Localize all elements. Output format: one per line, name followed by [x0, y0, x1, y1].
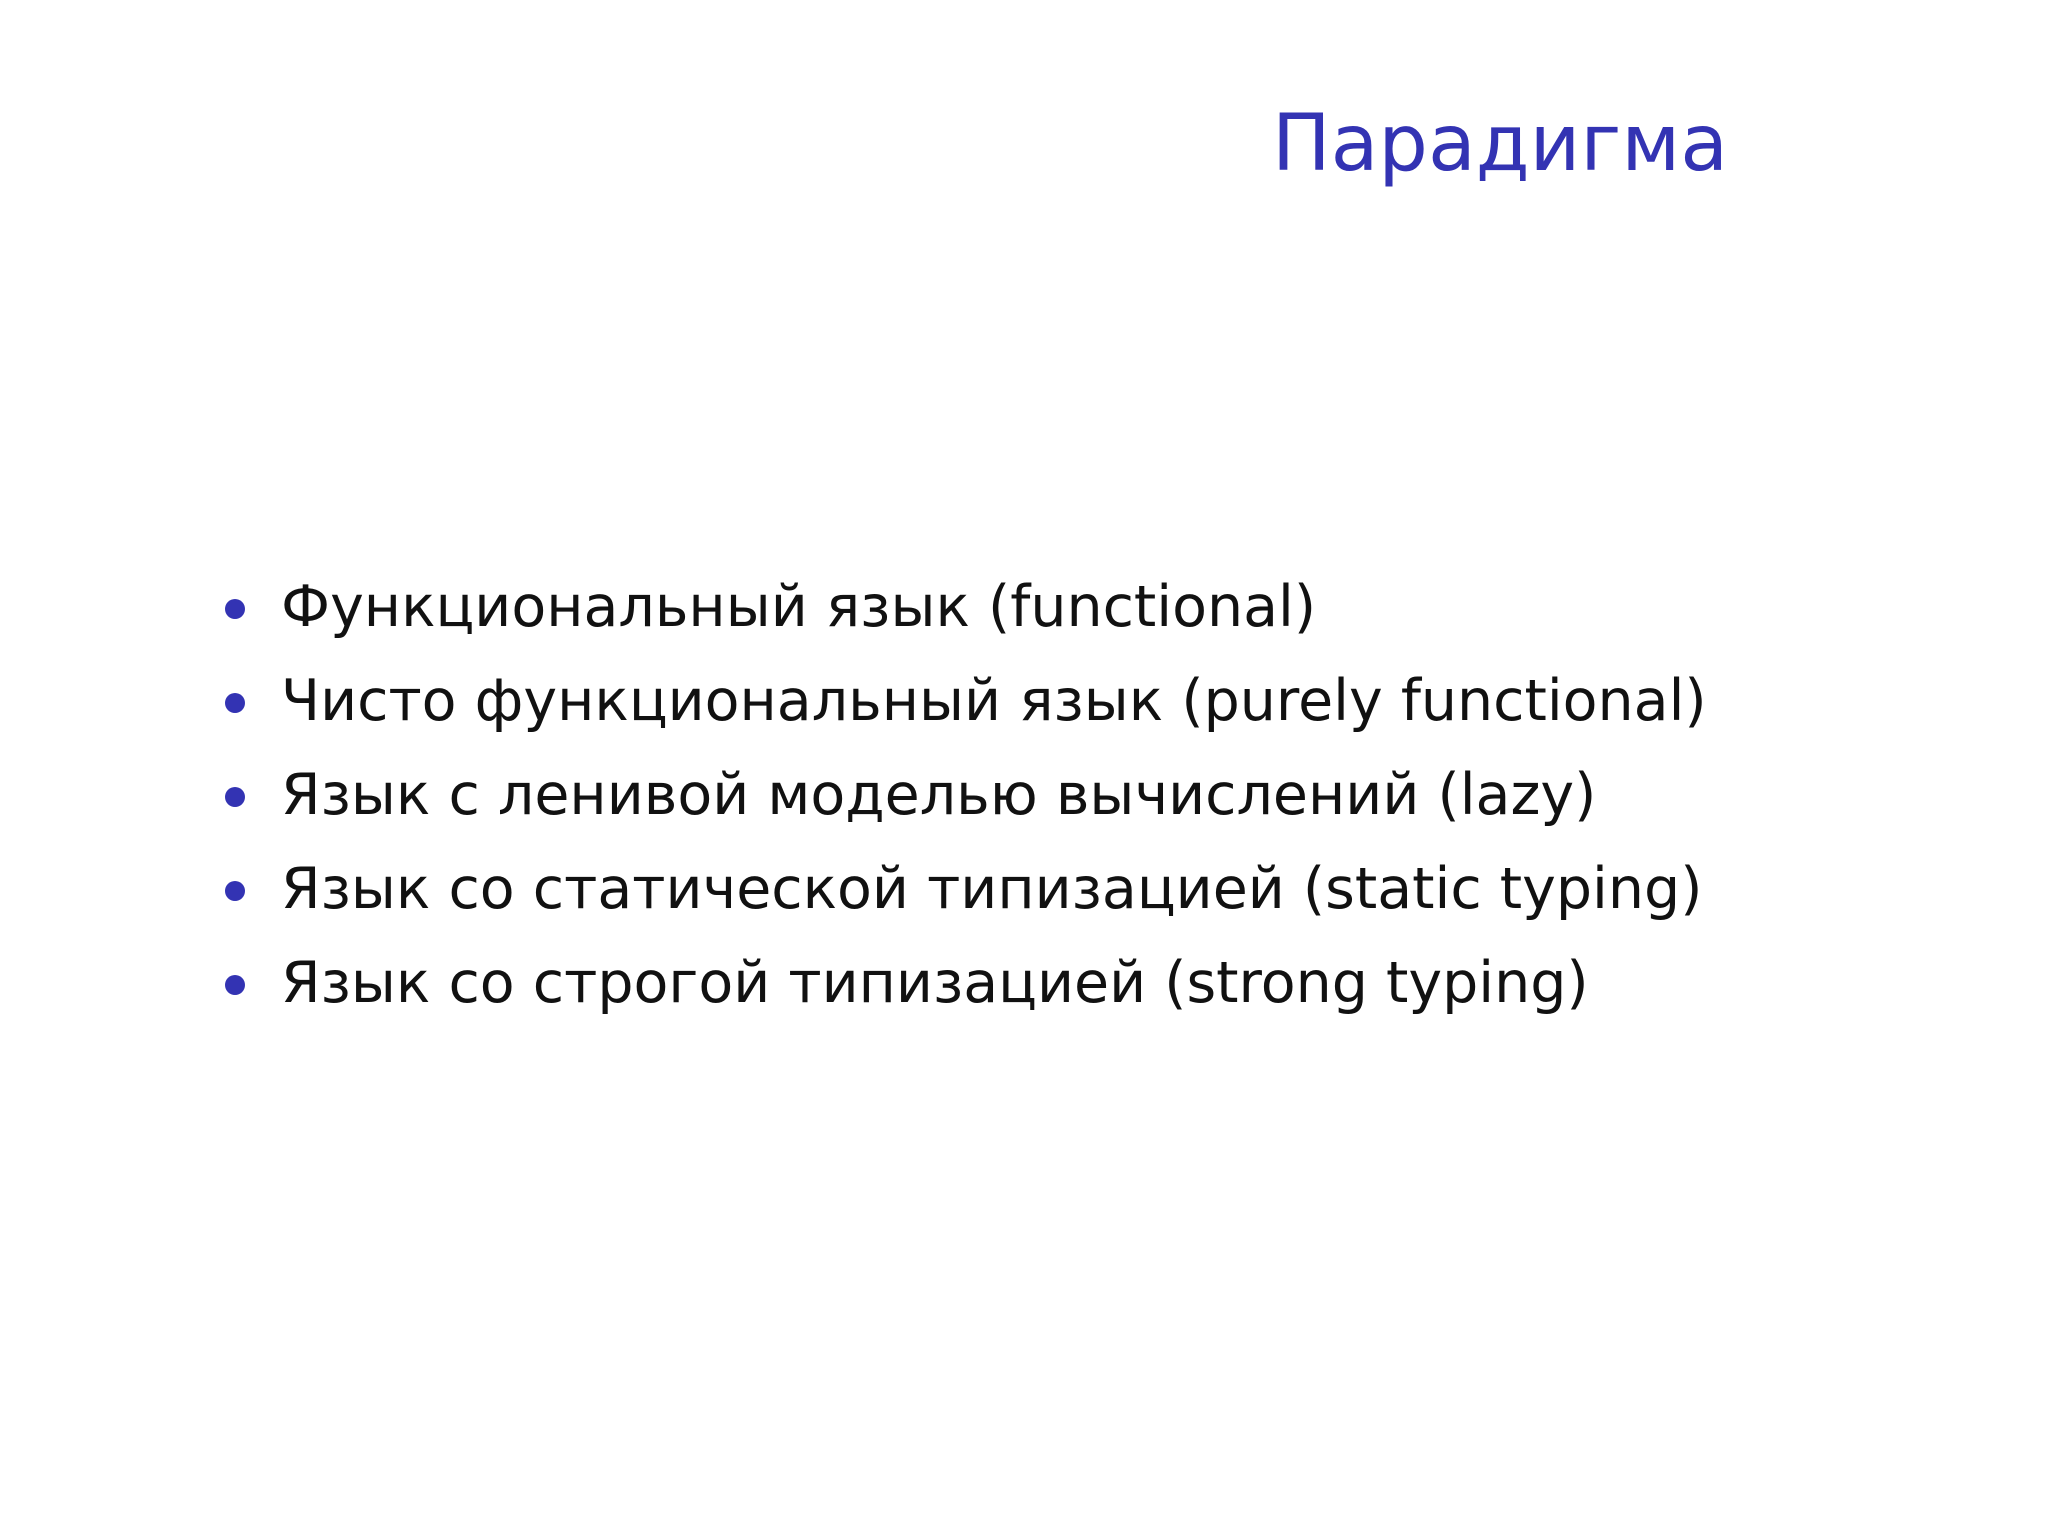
bullet-icon [225, 787, 245, 807]
bullet-item-strong-typing [225, 936, 1707, 1030]
bullet-text: Функциональный язык (functional) [281, 574, 1317, 640]
bullet-list [225, 560, 1707, 1030]
bullet-icon [225, 881, 245, 901]
bullet-item-functional [225, 560, 1707, 654]
bullet-item-static-typing [225, 842, 1707, 936]
bullet-text: Язык со строгой типизацией (strong typing) [281, 950, 1589, 1016]
bullet-text: Язык с ленивой моделью вычислений (lazy) [281, 762, 1597, 828]
bullet-item-purely-functional [225, 654, 1707, 748]
slide-title: Парадигма [1271, 99, 1728, 189]
bullet-text: Чисто функциональный язык (purely functional) [281, 668, 1707, 734]
bullet-item-lazy [225, 748, 1707, 842]
bullet-text: Язык со статической типизацией (static typing) [281, 856, 1703, 922]
bullet-icon [225, 975, 245, 995]
bullet-icon [225, 693, 245, 713]
bullet-icon [225, 599, 245, 619]
